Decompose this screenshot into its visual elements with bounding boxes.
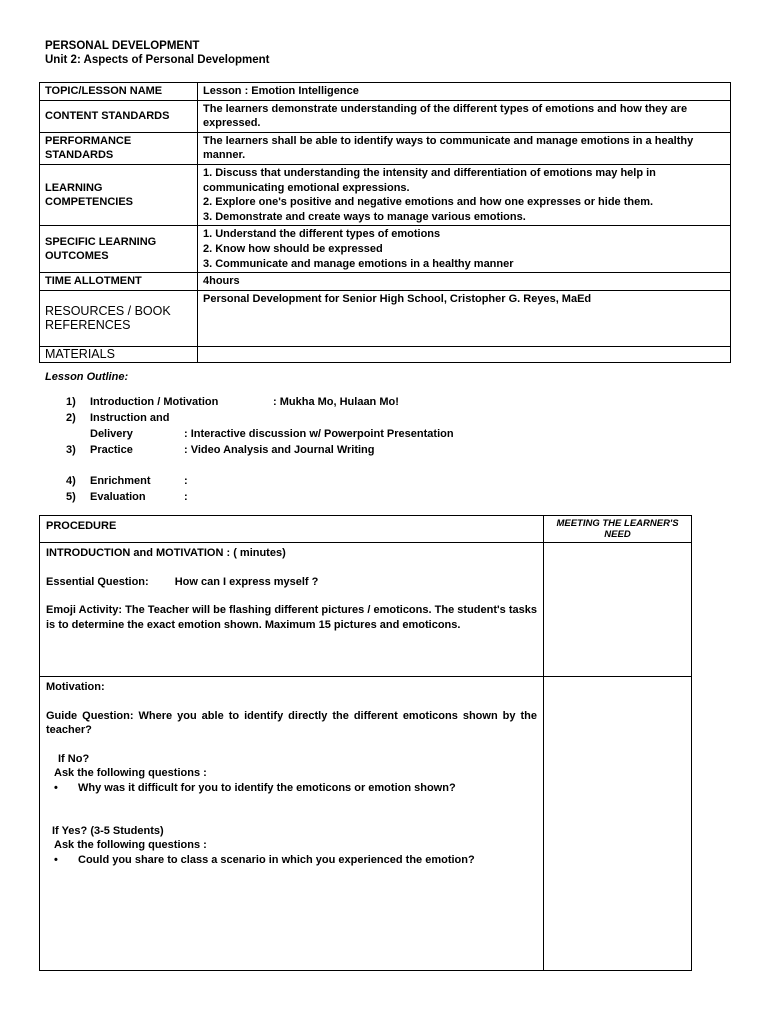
introduction-heading: INTRODUCTION and MOTIVATION : ( minutes) [46, 547, 286, 559]
essential-question [46, 575, 537, 590]
materials-value [198, 346, 731, 362]
learners-need-cell [544, 677, 692, 971]
outline-number: 1) [66, 396, 76, 408]
outcome-item: 1. Understand the different types of emotions [203, 228, 441, 241]
specific-outcomes-value [198, 226, 731, 273]
competency-item: 2. Explore one's positive and negative emotions and how one expresses or hide them. [203, 196, 654, 209]
specific-outcomes-label [40, 226, 198, 273]
table-row [40, 83, 731, 101]
outline-number: 4) [66, 475, 76, 487]
outcomes-label-line2: OUTCOMES [45, 250, 109, 263]
learning-competencies-label [40, 164, 198, 225]
time-allotment-value: 4hours [198, 273, 731, 291]
topic-label: TOPIC/LESSON NAME [40, 83, 198, 101]
ask-questions-yes: Ask the following questions : [54, 839, 207, 852]
materials-label: MATERIALS [40, 346, 198, 362]
learners-need-header: MEETING THE LEARNER'S NEED [544, 516, 692, 543]
outline-label: Introduction / Motivation [90, 396, 219, 408]
if-yes-label: If Yes? (3-5 Students) [52, 824, 164, 837]
outline-label: Evaluation [90, 491, 146, 503]
outline-value: : Video Analysis and Journal Writing [184, 444, 375, 456]
table-row [40, 164, 731, 225]
outline-value: : [184, 491, 188, 503]
resources-label-line2: REFERENCES [45, 318, 131, 333]
motivation-heading: Motivation: [46, 681, 105, 693]
table-row [40, 290, 731, 346]
outline-label: Enrichment [90, 475, 151, 487]
lesson-info-table [39, 82, 731, 363]
outcomes-label-line1: SPECIFIC LEARNING [45, 235, 157, 248]
performance-label-line1: PERFORMANCE [45, 134, 132, 147]
resources-value: Personal Development for Senior High School, Cristopher G. Reyes, MaEd [198, 290, 731, 346]
content-standards-label: CONTENT STANDARDS [40, 100, 198, 132]
motivation-cell [40, 677, 544, 971]
outline-number: 5) [66, 491, 76, 503]
competency-item: 1. Discuss that understanding the intensity and differentiation of emotions may help in communicating emotional expressions. [203, 166, 656, 194]
outline-label: Delivery [90, 428, 133, 440]
bullet-icon: • [54, 853, 58, 866]
document-title: PERSONAL DEVELOPMENT [45, 40, 200, 52]
outcome-item: 3. Communicate and manage emotions in a healthy manner [203, 257, 514, 270]
procedure-table [39, 515, 692, 971]
emoji-activity-text: Emoji Activity: The Teacher will be flashing different pictures / emoticons. The student's tasks is to determine the exact emotion shown. Maximum 15 pictures and emoticons. [46, 604, 537, 631]
outcome-item: 2. Know how should be expressed [203, 242, 383, 255]
table-row [40, 226, 731, 273]
outline-value: : Interactive discussion w/ Powerpoint Presentation [184, 428, 454, 440]
ask-questions-no: Ask the following questions : [54, 767, 207, 780]
outline-number: 3) [66, 444, 76, 456]
list-item [54, 853, 537, 868]
bullet-text: Why was it difficult for you to identify the emoticons or emotion shown? [78, 781, 456, 794]
content-standards-value: The learners demonstrate understanding of the different types of emotions and how they are expressed. [198, 100, 731, 132]
if-no-label: If No? [58, 752, 90, 765]
resources-label [40, 290, 198, 346]
learning-competencies-value [198, 164, 731, 225]
list-item [54, 781, 537, 796]
outline-value: : Mukha Mo, Hulaan Mo! [273, 396, 399, 408]
competencies-label-line1: LEARNING [45, 181, 103, 194]
performance-standards-label [40, 132, 198, 164]
document-subtitle: Unit 2: Aspects of Personal Development [45, 54, 270, 66]
outline-label: Instruction and [90, 412, 170, 424]
outline-number: 2) [66, 412, 76, 424]
guide-question: Guide Question: Where you able to identify directly the different emoticons shown by the teacher? [46, 709, 537, 737]
bullet-text: Could you share to class a scenario in which you experienced the emotion? [78, 853, 475, 866]
topic-value: Lesson : Emotion Intelligence [198, 83, 731, 101]
resources-label-line1: RESOURCES / BOOK [45, 303, 171, 318]
lesson-outline-title: Lesson Outline: [45, 371, 129, 383]
learners-need-cell [544, 543, 692, 677]
procedure-header: PROCEDURE [40, 516, 544, 543]
competency-item: 3. Demonstrate and create ways to manage various emotions. [203, 210, 526, 223]
table-row [40, 346, 731, 362]
outline-value: : [184, 475, 188, 487]
table-row [40, 100, 731, 132]
time-allotment-label: TIME ALLOTMENT [40, 273, 198, 291]
table-row [40, 132, 731, 164]
table-row [40, 516, 692, 543]
essential-question-value: How can I express myself ? [174, 575, 319, 588]
table-row [40, 677, 692, 971]
introduction-cell [40, 543, 544, 677]
bullet-icon: • [54, 781, 58, 794]
performance-label-line2: STANDARDS [45, 149, 114, 162]
competencies-label-line2: COMPETENCIES [45, 196, 134, 209]
outline-label: Practice [90, 444, 133, 456]
performance-standards-value: The learners shall be able to identify ways to communicate and manage emotions in a healthy manner. [198, 132, 731, 164]
table-row [40, 273, 731, 291]
essential-question-label: Essential Question: [46, 575, 149, 588]
table-row [40, 543, 692, 677]
